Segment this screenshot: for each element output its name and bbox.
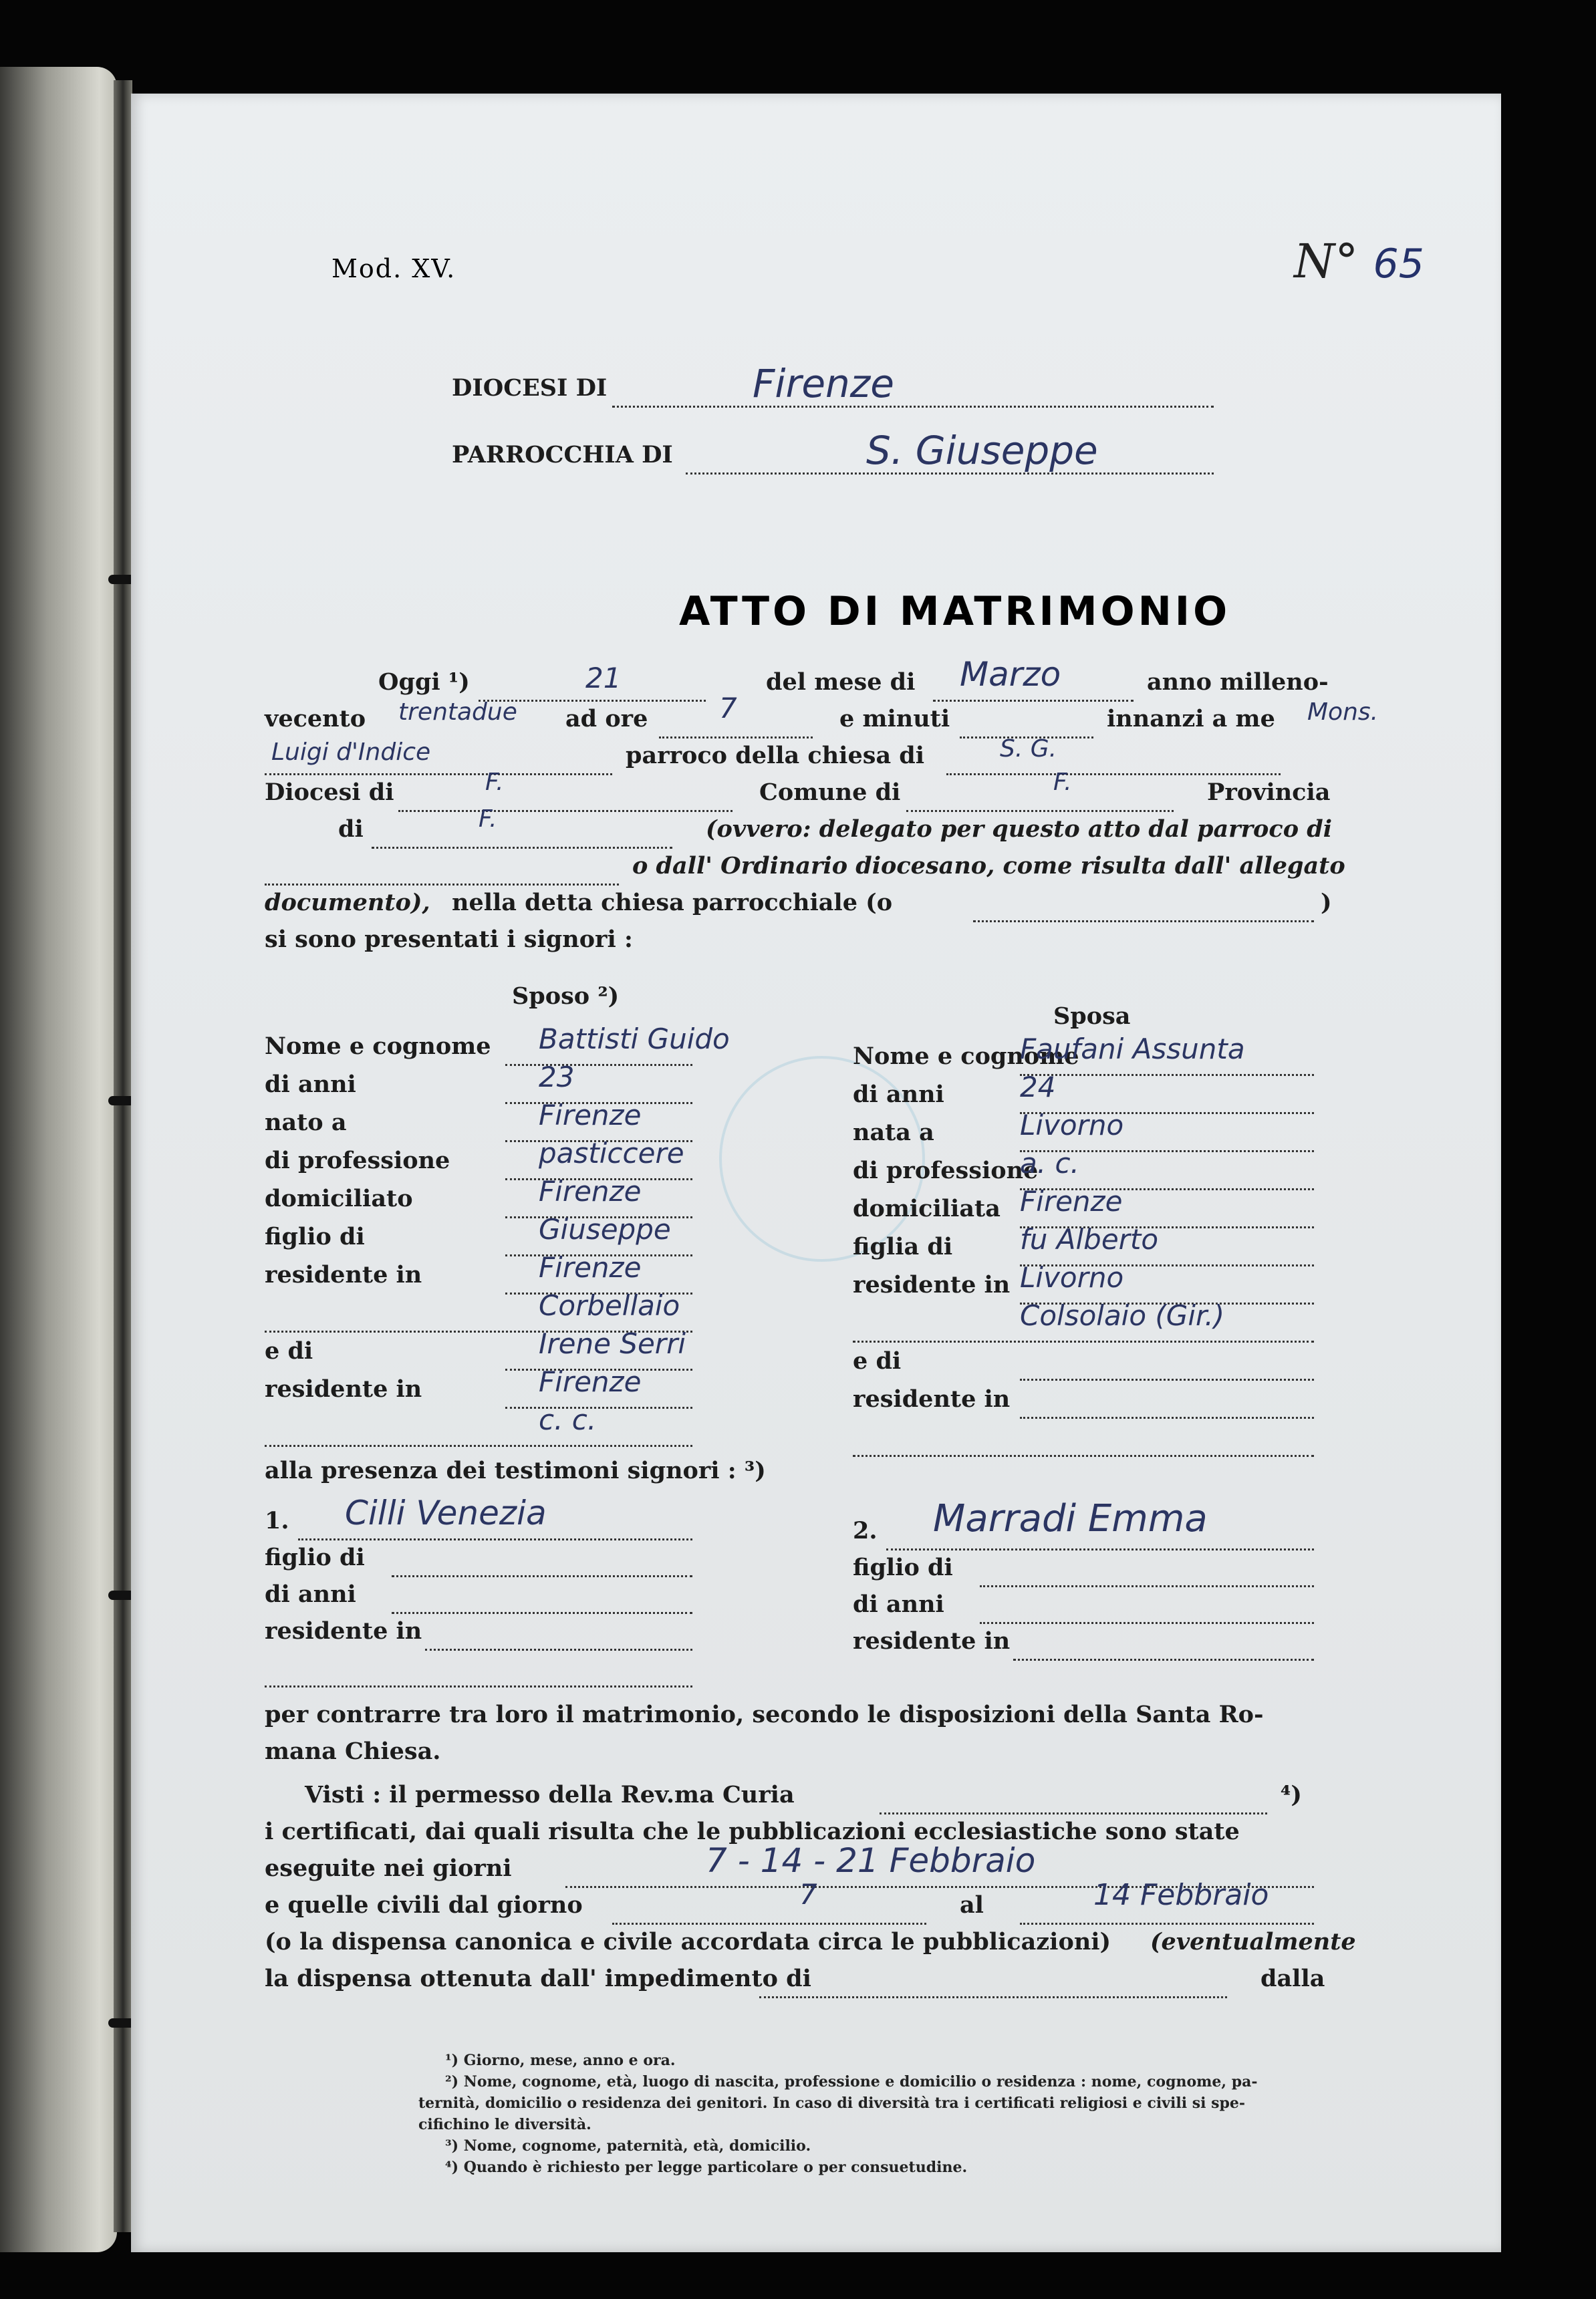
curia-line [880,1811,1267,1814]
comune-line [906,809,1174,812]
testimone-2-value: Marradi Emma [933,1497,1208,1540]
sposa-row-line [853,1339,1314,1343]
diocesi-di-line [398,809,733,812]
closing-line-7-italic: (eventualmente [1150,1928,1356,1955]
left-page-edge [0,67,117,2252]
sposo-row-label: di professione [265,1147,450,1174]
sposa-row-label: di professione [853,1157,1039,1184]
closing-line-7: (o la dispensa canonica e civile accordata circa le pubblicazioni) [265,1928,1111,1955]
sposo-row-value: Battisti Guido [539,1023,730,1055]
sposa-heading: Sposa [1053,1002,1131,1030]
sposo-row-label: residente in [265,1375,422,1403]
register-page [131,94,1501,2252]
testimone-2-line [886,1547,1314,1550]
sposa-row-value: Faufani Assunta [1020,1033,1245,1065]
diocesi-value: Firenze [753,361,894,406]
chiesa-alt-line [973,919,1314,922]
t2-anni-label: di anni [853,1591,944,1618]
sposo-row-label: Nome e cognome [265,1033,491,1060]
t2-residente-line [1013,1657,1314,1661]
sposa-row-value: Colsolaio (Gir.) [1020,1299,1225,1332]
mese-label: del mese di [766,668,916,696]
t2-residente-label: residente in [853,1627,1011,1655]
t1-figlio-line [392,1574,692,1577]
ore-label: ad ore [565,705,648,732]
closing-line-3: Visti : il permesso della Rev.ma Curia [305,1781,795,1808]
closing-line-8-end: dalla [1260,1965,1325,1992]
month-value: Marzo [960,655,1061,694]
sposo-row-label: residente in [265,1261,422,1289]
closing-line-4: i certificati, dai quali risulta che le pubblicazioni ecclesiastiche sono state [265,1818,1240,1845]
parroco-label: parroco della chiesa di [626,742,925,769]
sposa-row-value: fu Alberto [1020,1223,1159,1256]
sposo-row-label: nato a [265,1109,347,1136]
sposa-row-label: di anni [853,1081,944,1108]
testimone-1-line [298,1537,692,1540]
t1-residente-line [425,1647,692,1651]
officiant-title: Mons. [1307,698,1379,726]
t1-residente-label: residente in [265,1617,422,1645]
t1-figlio-label: figlio di [265,1544,365,1571]
footnote-3: ³) Nome, cognome, paternità, età, domicilio. [445,2137,811,2155]
oggi-label: Oggi ¹) [378,668,470,696]
ore-line [659,735,813,738]
closing-line-3-note: ⁴) [1281,1781,1302,1808]
testimone-2-num: 2. [853,1517,878,1544]
closing-line-5: eseguite nei giorni [265,1855,512,1882]
sposa-row-value: Firenze [1020,1185,1123,1218]
sposo-row-label: di anni [265,1071,356,1098]
footnote-2b: ternità, domicilio o residenza dei genitori. In caso di diversità tra i certificati religiosi e civili si spe- [418,2094,1246,2112]
testimone-1-value: Cilli Venezia [345,1494,547,1532]
civili-from-line [612,1921,926,1925]
t2-figlio-line [980,1584,1314,1587]
parrocchia-value: S. Giuseppe [866,428,1098,473]
sposa-row-label: nata a [853,1119,934,1146]
minuti-label: e minuti [839,705,950,732]
sposa-row-line [1020,1073,1314,1076]
chiesa-value: S. G. [1000,735,1057,763]
year-value: trentadue [398,698,517,726]
footnote-4: ⁴) Quando è richiesto per legge particolare o per consuetudine. [445,2159,968,2176]
provincia-label: Provincia [1207,779,1331,806]
impedimento-line [759,1995,1227,1998]
testimone-1-num: 1. [265,1507,289,1534]
sposo-row-value: Firenze [539,1251,642,1284]
sposa-row-value: a. c. [1020,1147,1079,1180]
chiesa-line [946,772,1281,775]
ore-value: 7 [719,692,737,724]
sposo-row-value: Giuseppe [539,1213,671,1246]
diocesi-di-value: F. [485,769,504,796]
presentati-text: si sono presentati i signori : [265,926,633,953]
ovvero-text: (ovvero: delegato per questo atto dal parroco di [706,815,1333,843]
sposo-row-label: e di [265,1337,313,1365]
closing-line-1: per contrarre tra loro il matrimonio, secondo le disposizioni della Santa Ro- [265,1701,1264,1728]
sposo-row-label: figlio di [265,1223,365,1250]
sposo-row-line [505,1063,692,1066]
sposa-row-label: residente in [853,1385,1011,1413]
sposa-row-line [1020,1415,1314,1419]
sposa-row-line [1020,1377,1314,1381]
t2-anni-line [980,1621,1314,1624]
sposo-row-value: pasticcere [539,1137,684,1170]
comune-label: Comune di [759,779,901,806]
model-label: Mod. XV. [331,254,456,283]
t1-extra-line [265,1684,692,1687]
ordinario-text: o dall' Ordinario diocesano, come risulta dall' allegato [632,852,1345,880]
documento-text: documento), [265,889,430,916]
provincia-value: F. [479,805,497,833]
sposa-row-line [853,1454,1314,1457]
anno-label: anno milleno- [1147,668,1329,696]
closing-line-6: e quelle civili dal giorno [265,1891,583,1919]
sposa-row-label: Nome e cognome [853,1043,1079,1070]
sposa-row-value: 24 [1020,1071,1056,1103]
t1-anni-label: di anni [265,1581,356,1608]
diocesi-di-label: Diocesi di [265,779,394,806]
footnote-2: ²) Nome, cognome, età, luogo di nascita, professione e domicilio o residenza : nome, cognome, pa- [445,2073,1258,2090]
di-label: di [338,815,364,843]
innanzi-label: innanzi a me [1107,705,1275,732]
book-spine [114,80,132,2232]
sposo-row-value: Firenze [539,1175,642,1208]
record-number [1294,234,1424,289]
sposo-row-value: Firenze [539,1365,642,1398]
day-value: 21 [585,662,622,694]
sposo-row-value: Firenze [539,1099,642,1131]
sposa-row-label: figlia di [853,1233,953,1260]
sposo-row-label: domiciliato [265,1185,413,1212]
civili-to-value: 14 Febbraio [1093,1878,1269,1912]
closing-line-8: la dispensa ottenuta dall' impedimento di [265,1965,811,1992]
closing-al: al [960,1891,984,1919]
sposo-row-line [505,1405,692,1409]
number-prefix: N° [1294,234,1359,289]
sposo-heading: Sposo ²) [512,982,620,1010]
vecento-label: vecento [265,705,366,732]
diocesi-line [612,404,1214,408]
sposa-row-label: domiciliata [853,1195,1001,1222]
sposa-row-label: residente in [853,1271,1011,1299]
sposa-row-label: e di [853,1347,902,1375]
parrocchia-label: PARROCCHIA DI [452,441,673,468]
footnote-1: ¹) Giorno, mese, anno e ora. [445,2052,676,2069]
number-value: 65 [1373,241,1424,287]
diocesi-label: DIOCESI DI [452,374,608,402]
sposo-row-line [265,1444,692,1447]
closing-line-2: mana Chiesa. [265,1738,441,1765]
parroco-line [265,772,612,775]
sposa-row-value: Livorno [1020,1261,1124,1294]
sposa-row-value: Livorno [1020,1109,1124,1141]
footnote-2c: cifichino le diversità. [418,2116,591,2133]
testimoni-intro: alla presenza dei testimoni signori : ³) [265,1457,766,1484]
month-line [933,698,1134,702]
t1-anni-line [392,1611,692,1614]
pubblicazioni-value: 7 - 14 - 21 Febbraio [706,1841,1036,1880]
document-title: ATTO DI MATRIMONIO [679,588,1231,635]
parroco-value: Luigi d'Indice [271,738,431,766]
nella-chiesa-text: nella detta chiesa parrocchiale (o [452,889,893,916]
paren-close: ) [1321,889,1332,916]
provincia-line [372,845,672,849]
t2-figlio-label: figlio di [853,1554,953,1581]
comune-value: F. [1053,769,1072,796]
sposo-row-value: 23 [539,1061,575,1093]
sposo-row-value: Irene Serri [539,1327,686,1360]
delegato-line [265,882,619,886]
civili-from-value: 7 [799,1878,817,1911]
civili-to-line [1020,1921,1314,1925]
sposo-row-value: Corbellaio [539,1289,680,1322]
sposo-row-value: c. c. [539,1403,597,1436]
